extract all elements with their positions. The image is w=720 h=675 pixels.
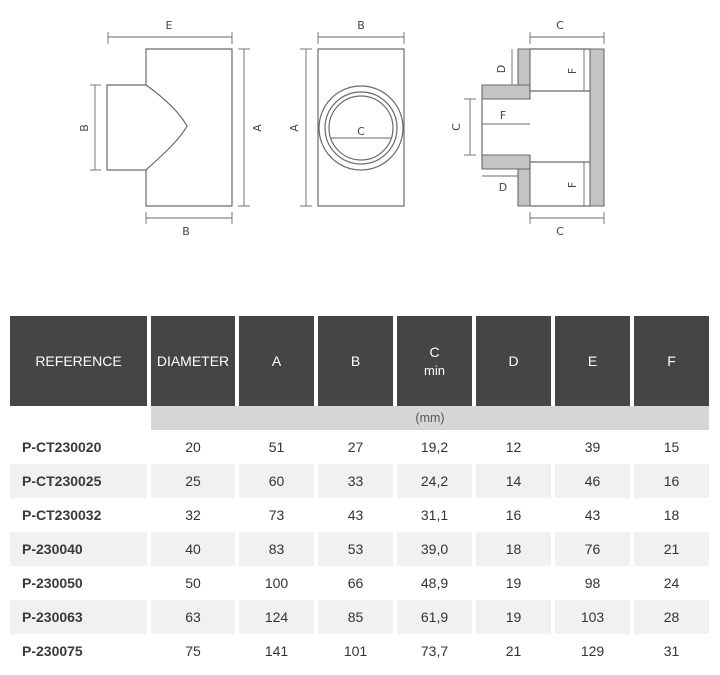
cell-c: 48,9 (420, 575, 449, 591)
header-diameter-label: DIAMETER (156, 353, 230, 369)
header-c-label: C (429, 344, 440, 360)
section-view (450, 19, 604, 238)
header-a (239, 316, 314, 406)
cell-diameter: 50 (185, 575, 201, 591)
front-dim-a: A (251, 124, 264, 132)
header-d (476, 316, 551, 406)
header-row (10, 316, 709, 406)
cell-f: 31 (663, 643, 680, 659)
header-d-label: D (508, 353, 519, 369)
side-dim-a: A (288, 124, 301, 132)
front-dim-b-bottom: B (182, 225, 190, 238)
header-c (397, 316, 472, 406)
cell-c: 31,1 (420, 507, 449, 523)
cell-d: 14 (476, 464, 551, 498)
header-e (555, 316, 630, 406)
cell-diameter: 20 (185, 439, 201, 455)
dimensions-table (6, 316, 713, 668)
cell-e: 39 (584, 439, 601, 455)
side-dim-c: C (357, 125, 365, 138)
cell-b: 53 (318, 532, 393, 566)
cell-c: 24,2 (397, 464, 472, 498)
cell-c: 39,0 (397, 532, 472, 566)
cell-reference: P-230050 (22, 575, 83, 591)
cell-c: 73,7 (420, 643, 449, 659)
table-row (10, 430, 709, 464)
front-view (78, 19, 264, 238)
section-dim-f-top: F (566, 67, 579, 75)
cell-b: 43 (347, 507, 364, 523)
cell-d: 16 (505, 507, 522, 523)
cell-reference: P-CT230020 (22, 439, 102, 455)
cell-b: 27 (347, 439, 364, 455)
header-f-label: F (667, 353, 676, 369)
header-diameter (151, 316, 235, 406)
table-body (10, 430, 709, 668)
cell-a: 100 (264, 575, 289, 591)
cell-d: 18 (476, 532, 551, 566)
section-dim-c-bottom: C (556, 225, 564, 238)
cell-f: 21 (634, 532, 709, 566)
cell-e: 98 (584, 575, 601, 591)
cell-b: 101 (343, 643, 368, 659)
cell-reference: P-CT230025 (10, 464, 147, 498)
cell-b: 85 (318, 600, 393, 634)
cell-e: 46 (555, 464, 630, 498)
section-dim-c-top: C (556, 19, 564, 32)
header-a-label: A (271, 353, 282, 369)
table-row (10, 600, 709, 634)
cell-f: 24 (663, 575, 680, 591)
section-dim-d-bottom: D (498, 181, 508, 194)
cell-e: 43 (584, 507, 601, 523)
header-b-label: B (350, 353, 361, 369)
header-c-sub: min (424, 363, 445, 378)
table-row (10, 566, 709, 600)
unit-blank (10, 406, 147, 430)
section-dim-f-mid: F (499, 109, 507, 122)
cell-diameter: 25 (151, 464, 235, 498)
cell-diameter: 63 (151, 600, 235, 634)
cell-diameter: 75 (185, 643, 201, 659)
cell-reference: P-230063 (10, 600, 147, 634)
cell-diameter: 40 (151, 532, 235, 566)
front-dim-e: E (165, 19, 173, 32)
cell-a: 51 (268, 439, 285, 455)
unit-label: (mm) (151, 406, 709, 430)
cell-reference: P-CT230032 (22, 507, 102, 523)
unit-row (10, 406, 709, 430)
technical-drawings (0, 0, 720, 250)
cell-d: 21 (505, 643, 522, 659)
table-row (10, 498, 709, 532)
table-row (10, 464, 709, 498)
header-f (634, 316, 709, 406)
cell-f: 16 (634, 464, 709, 498)
header-reference-label: REFERENCE (35, 353, 122, 369)
cell-b: 66 (347, 575, 364, 591)
section-dim-d-top: D (495, 64, 508, 74)
table-row (10, 532, 709, 566)
cell-c: 19,2 (420, 439, 449, 455)
cell-a: 124 (239, 600, 314, 634)
side-view (288, 19, 404, 206)
side-dim-b: B (357, 19, 365, 32)
section-dim-c-left: C (450, 123, 463, 131)
table-row (10, 634, 709, 668)
cell-d: 19 (505, 575, 522, 591)
section-dim-f-bottom: F (566, 181, 579, 189)
cell-e: 76 (555, 532, 630, 566)
cell-d: 12 (505, 439, 522, 455)
cell-e: 129 (580, 643, 605, 659)
cell-d: 19 (476, 600, 551, 634)
cell-a: 141 (264, 643, 289, 659)
cell-e: 103 (555, 600, 630, 634)
cell-f: 28 (634, 600, 709, 634)
header-b (318, 316, 393, 406)
cell-reference: P-230075 (22, 643, 83, 659)
cell-c: 61,9 (397, 600, 472, 634)
cell-diameter: 32 (185, 507, 201, 523)
header-reference (10, 316, 147, 406)
cell-b: 33 (318, 464, 393, 498)
cell-reference: P-230040 (10, 532, 147, 566)
cell-a: 60 (239, 464, 314, 498)
cell-f: 15 (663, 439, 680, 455)
cell-a: 73 (268, 507, 285, 523)
cell-f: 18 (663, 507, 680, 523)
cell-a: 83 (239, 532, 314, 566)
front-dim-b-left: B (78, 124, 91, 132)
header-e-label: E (587, 353, 598, 369)
